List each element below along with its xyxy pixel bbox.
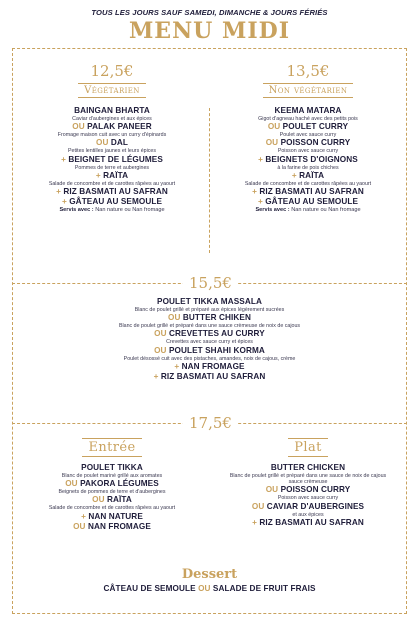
menu1-right-category: Non végétarien — [263, 83, 354, 98]
menu-dish — [32, 197, 192, 207]
dish-name: POULET TIKKA — [81, 463, 143, 472]
dish-prefix: OU — [265, 138, 281, 148]
dessert-item-1: CÂTEAU DE SEMOULE — [103, 584, 196, 593]
dish-prefix: OU — [92, 495, 107, 505]
menu1-left-category: Végétarien — [78, 83, 146, 98]
menu-dish — [32, 187, 192, 197]
menu-dish — [228, 502, 388, 512]
dish-prefix: OU — [154, 329, 170, 339]
dessert-line — [0, 584, 419, 594]
menu1-divider — [209, 108, 210, 253]
dish-prefix: + — [95, 170, 104, 180]
menu2-price: 15,5€ — [183, 274, 238, 292]
dish-prefix: OU — [96, 138, 111, 148]
dish-description: Petites lentilles jaunes et leurs épices — [67, 148, 157, 155]
menu-dish — [32, 495, 192, 505]
dish-prefix: OU — [267, 122, 283, 132]
dish-name: BUTTER CHIKEN — [182, 313, 252, 323]
menu1-left — [32, 62, 192, 214]
menu-dish — [228, 106, 388, 116]
menu-dish — [228, 138, 388, 148]
dish-name: POISSON CURRY — [280, 485, 351, 495]
menu-dish — [32, 122, 192, 132]
menu-dish — [42, 362, 377, 372]
entree-column — [32, 436, 192, 532]
dish-description: et aux épices — [292, 511, 324, 518]
dish-prefix: + — [61, 154, 69, 164]
dish-description: Poulet avec sauce curry — [279, 132, 337, 139]
menu-dish — [42, 372, 377, 382]
dish-description: Blanc de poulet mariné grillé aux aromates — [61, 473, 163, 479]
menu3-price: 17,5€ — [183, 414, 238, 432]
menu-dish — [228, 197, 388, 207]
dish-name: CREVETTES AU CURRY — [169, 329, 265, 339]
dish-prefix: + — [153, 371, 161, 381]
dish-name: DAL — [110, 138, 128, 148]
dish-description: Salade de concombre et de carottes râpées au yaourt — [48, 505, 176, 512]
dessert-title: Dessert — [181, 567, 238, 582]
dish-name: RIZ BASMATI AU SAFRAN — [259, 517, 364, 527]
dish-name: PALAK PANEER — [87, 122, 152, 132]
dish-description: Poulet désossé cuit avec des pistaches, amandes, noix de cajous, crème — [123, 355, 296, 362]
menu1-right — [228, 62, 388, 214]
dish-name: RAÏTA — [103, 170, 129, 180]
dish-prefix: OU — [167, 313, 183, 323]
menu-dish — [32, 171, 192, 181]
menu-dish — [228, 518, 388, 528]
dish-name: POISSON CURRY — [280, 138, 351, 148]
menu1-left-items — [32, 106, 192, 207]
dish-name: RIZ BASMATI AU SAFRAN — [259, 187, 364, 197]
dish-description: Salade de concombre et de carottes râpées au yaourt — [48, 180, 176, 187]
dish-prefix: + — [81, 511, 89, 521]
menu-dish — [32, 463, 192, 473]
dish-description: Salade de concombre et de carottes râpées au yaourt — [244, 180, 372, 187]
dessert-or: OU — [198, 584, 211, 593]
menu-dish — [32, 522, 192, 532]
dish-prefix: OU — [154, 345, 169, 355]
dish-name: KEEMA MATARA — [274, 106, 342, 115]
dish-description: Caviar d'aubergines et aux épices — [72, 116, 152, 122]
dish-description: Blanc de poulet grillé et préparé aux épices légèrement sucrées — [134, 307, 285, 313]
dish-name: GÂTEAU AU SEMOULE — [69, 197, 163, 207]
menu1-right-items — [228, 106, 388, 207]
menu-dish — [228, 155, 388, 165]
dish-prefix: + — [61, 197, 70, 207]
menu-dish — [32, 106, 192, 116]
dish-description: Blanc de poulet grillé et préparé dans une sauce crèmeuse de noix de cajous — [118, 323, 301, 330]
dish-name: BAINGAN BHARTA — [74, 106, 150, 115]
dish-description: Pommes de terre et aubergines — [74, 164, 150, 171]
dish-description: Beignets de pommes de terre et d'aubergines — [58, 489, 166, 496]
dish-prefix: + — [257, 197, 266, 207]
menu-dish — [32, 479, 192, 489]
menu-dish — [32, 138, 192, 148]
dish-name: NAN FROMAGE — [181, 361, 245, 371]
dish-prefix: OU — [265, 485, 281, 495]
menu-dish — [32, 512, 192, 522]
dish-prefix: + — [252, 517, 260, 527]
dish-prefix: OU — [72, 122, 88, 132]
dish-name: BEIGNET DE LÉGUMES — [68, 154, 163, 164]
dish-description: Gigot d'agneau haché avec des petits pois — [258, 116, 358, 122]
dish-prefix: OU — [73, 521, 88, 531]
menu-dish — [42, 297, 377, 307]
dish-name: RIZ BASMATI AU SAFRAN — [160, 371, 266, 381]
dessert-item-2: SALADE DE FRUIT FRAIS — [212, 584, 316, 593]
dish-name: CAVIAR D'AUBERGINES — [266, 501, 365, 511]
menu-dish — [228, 187, 388, 197]
menu1-left-served: Servis avec : Nan nature ou Nan fromage — [59, 207, 165, 214]
dish-prefix: + — [252, 187, 260, 197]
dish-name: RAÏTA — [299, 170, 325, 180]
dish-description: Blanc de poulet grillé et préparé dans une sauce de noix de cajous sauce crèmeuse — [229, 473, 387, 486]
menu2-items — [42, 297, 377, 382]
menu-dish — [42, 346, 377, 356]
dish-name: POULET SHAHI KORMA — [168, 345, 265, 355]
dish-name: NAN NATURE — [88, 511, 143, 521]
dish-prefix: + — [258, 154, 266, 164]
dish-prefix: OU — [251, 501, 267, 511]
menu-dish — [228, 463, 388, 473]
menu-dish — [32, 155, 192, 165]
entree-items — [32, 463, 192, 532]
dish-name: NAN FROMAGE — [87, 521, 151, 531]
dish-prefix: OU — [65, 479, 81, 489]
dish-prefix: + — [291, 170, 300, 180]
dish-name: RIZ BASMATI AU SAFRAN — [63, 187, 168, 197]
dish-name: GÂTEAU AU SEMOULE — [265, 197, 359, 207]
dish-description: Fromage maison cuit avec un curry d'épinards — [57, 132, 167, 139]
dish-prefix: + — [56, 187, 64, 197]
dish-prefix: + — [174, 361, 182, 371]
plat-title: Plat — [288, 438, 327, 457]
dish-description: Poisson avec sauce curry — [277, 495, 339, 502]
menu-dish — [228, 485, 388, 495]
menu-dish — [42, 313, 377, 323]
entree-title: Entrée — [82, 438, 141, 457]
dish-name: BUTTER CHICKEN — [270, 463, 346, 472]
dish-description: à la farine de pois chiches — [277, 164, 339, 171]
plat-items — [228, 463, 388, 528]
menu-dish — [228, 122, 388, 132]
top-note: TOUS LES JOURS SAUF SAMEDI, DIMANCHE & JOURS FÉRIÉS — [91, 8, 328, 17]
dish-name: PAKORA LÉGUMES — [80, 479, 159, 489]
dish-description: Poisson avec sauce curry — [277, 148, 339, 155]
menu1-right-served: Servis avec : Nan nature ou Nan fromage — [255, 207, 361, 214]
dish-name: BEIGNETS D'OIGNONS — [265, 154, 358, 164]
page-title: MENU MIDI — [128, 18, 291, 44]
dish-name: POULET CURRY — [282, 122, 349, 132]
dish-description: Crevettes avec sauce curry et épices — [166, 339, 253, 346]
menu1-left-price: 12,5€ — [90, 62, 134, 80]
menu-dish — [228, 171, 388, 181]
menu1-right-price: 13,5€ — [286, 62, 330, 80]
plat-column — [228, 436, 388, 528]
dish-name: RAÏTA — [106, 495, 132, 505]
menu-dish — [42, 329, 377, 339]
dish-name: POULET TIKKA MASSALA — [157, 297, 262, 306]
